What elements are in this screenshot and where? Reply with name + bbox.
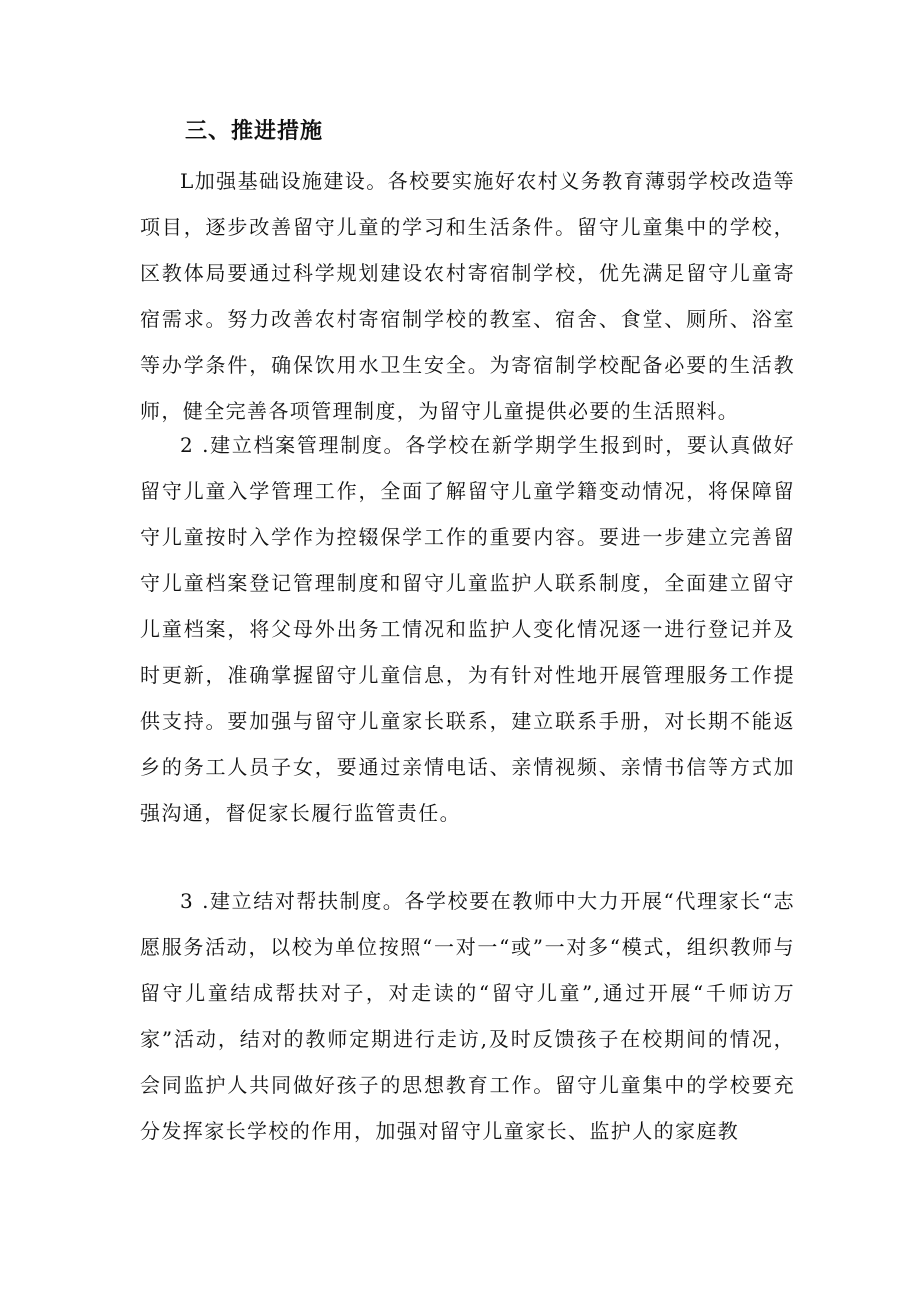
paragraph-pairing-assistance: 3 .建立结对帮扶制度。各学校要在教师中大力开展“代理家长“志愿服务活动，以校为单位按照“一对一“或”一对多“模式，组织教师与留守儿童结成帮扶对子，对走读的“留守儿童”,通过开展“千师访万家”活动，结对的教师定期进行走访,及时反馈孩子在校期间的情况，会同监护人共同做好孩子的思想教育工作。留守儿童集中的学校要充分发挥家长学校的作用，加强对留守儿童家长、监护人的家庭教 (140, 889, 795, 1143)
section-heading: 三、推进措施 (185, 119, 324, 144)
paragraph-archive-management: 2 .建立档案管理制度。各学校在新学期学生报到时，要认真做好留守儿童入学管理工作，全面了解留守儿童学籍变动情况，将保障留守儿童按时入学作为控辍保学工作的重要内容。要进一步建立完善留守儿童档案登记管理制度和留守儿童监护人联系制度，全面建立留守儿童档案，将父母外出务工情况和监护人变化情况逐一进行登记并及时更新，准确掌握留守儿童信息，为有针对性地开展管理服务工作提供支持。要加强与留守儿童家长联系，建立联系手册，对长期不能返乡的务工人员子女，要通过亲情电话、亲情视频、亲情书信等方式加强沟通，督促家长履行监管责任。 (140, 433, 795, 825)
paragraph-infrastructure: L加强基础设施建设。各校要实施好农村义务教育薄弱学校改造等项目，逐步改善留守儿童的学习和生活条件。留守儿童集中的学校，区教体局要通过科学规划建设农村寄宿制学校，优先满足留守儿童寄宿需求。努力改善农村寄宿制学校的教室、宿舍、食堂、厕所、浴室等办学条件，确保饮用水卫生安全。为寄宿制学校配备必要的生活教师，健全完善各项管理制度，为留守儿童提供必要的生活照料。 (140, 169, 795, 423)
